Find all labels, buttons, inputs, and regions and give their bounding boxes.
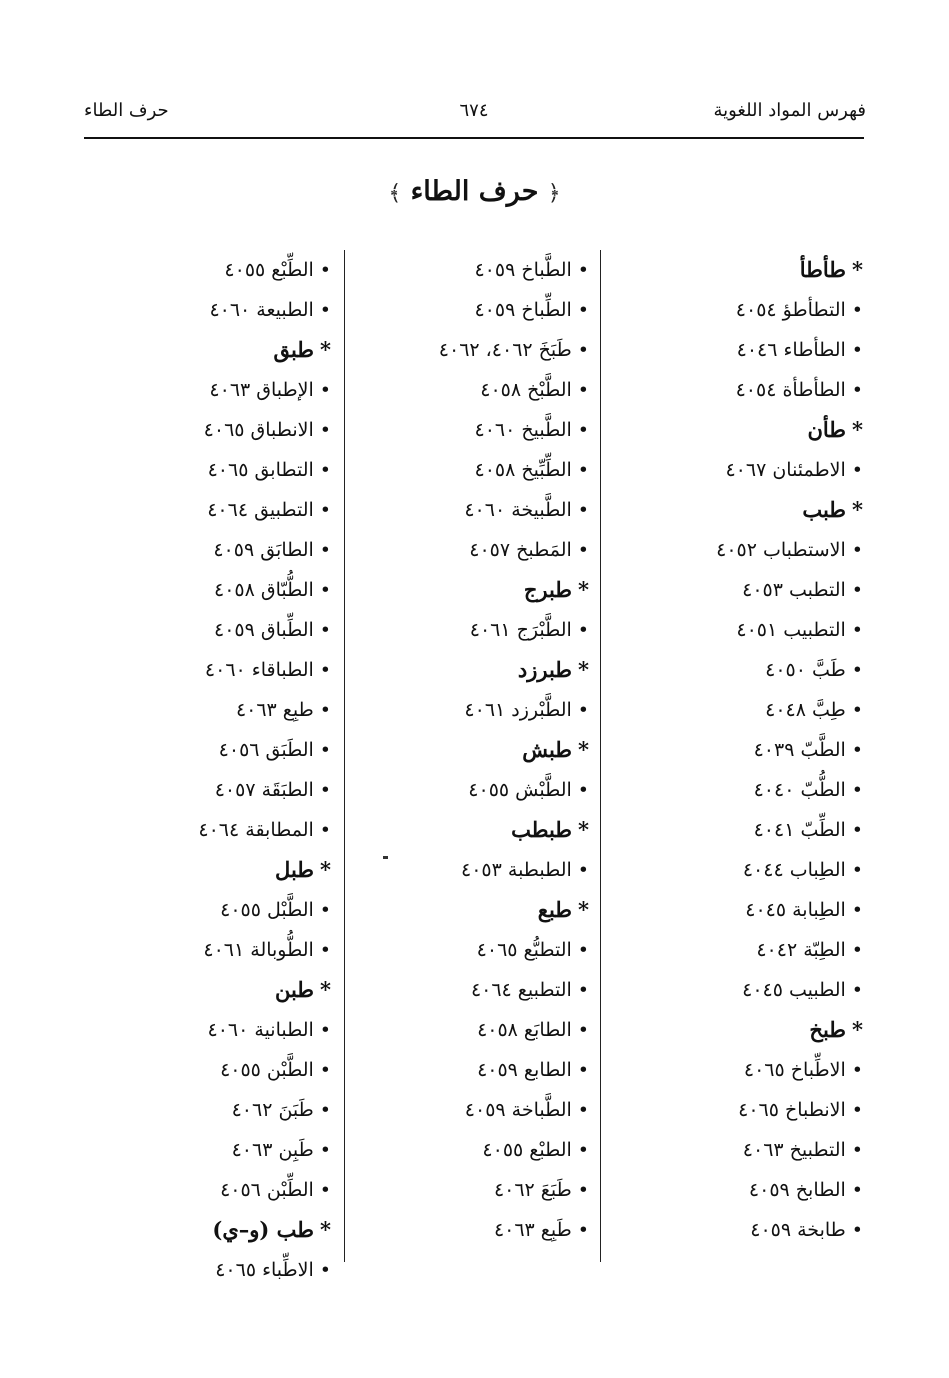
root-word: طبش — [522, 737, 573, 762]
bullet-marker: • — [319, 419, 331, 441]
entry-text: الطِّبِّيخ ٤٠٥٨ — [474, 459, 572, 481]
index-entry — [81, 690, 331, 730]
bullet-marker: • — [319, 739, 331, 761]
entry-text: الطِّبْن ٤٠٥٦ — [220, 1179, 314, 1201]
entry-text: الطَّبْخ ٤٠٥٨ — [480, 379, 572, 401]
entry-text: الطَّبْرَج ٤٠٦١ — [469, 619, 572, 641]
index-entry — [81, 570, 331, 610]
page-header — [84, 100, 866, 130]
index-entry — [81, 530, 331, 570]
entry-text: طِبَّ ٤٠٤٨ — [765, 699, 846, 721]
index-heading — [359, 890, 589, 930]
bullet-marker: • — [851, 739, 863, 761]
bullet-marker: • — [577, 1059, 589, 1081]
entry-text: الطَّبيخة ٤٠٦٠ — [464, 499, 572, 521]
index-entry — [359, 930, 589, 970]
root-word: طبن — [274, 977, 315, 1002]
header-rule — [84, 137, 864, 139]
bullet-marker: • — [319, 699, 331, 721]
bullet-marker: • — [851, 1219, 863, 1241]
index-entry — [359, 1010, 589, 1050]
bullet-marker: • — [851, 1179, 863, 1201]
entry-text: الطأطاء ٤٠٤٦ — [736, 339, 846, 361]
index-heading — [359, 570, 589, 610]
index-entry — [359, 330, 589, 370]
bullet-marker: • — [319, 259, 331, 281]
index-entry — [613, 1210, 863, 1250]
index-entry — [359, 250, 589, 290]
index-entry — [613, 570, 863, 610]
entry-text: المَطبخ ٤٠٥٧ — [469, 539, 572, 561]
index-entry — [359, 290, 589, 330]
index-entry — [613, 890, 863, 930]
index-entry — [359, 490, 589, 530]
bullet-marker: • — [577, 779, 589, 801]
entry-text: طَبَعَ ٤٠٦٢ — [493, 1179, 572, 1201]
entry-text: الطَّبْل ٤٠٥٥ — [220, 899, 314, 921]
entry-text: الطَّبيخ ٤٠٦٠ — [474, 419, 572, 441]
entry-text: طَبَّ ٤٠٥٠ — [765, 659, 846, 681]
root-word: طبق — [273, 337, 315, 362]
entry-text: الطِبابة ٤٠٤٥ — [745, 899, 846, 921]
index-entry — [81, 810, 331, 850]
entry-text: الطبطبة ٤٠٥٣ — [461, 859, 572, 881]
index-entry — [81, 930, 331, 970]
print-mark — [383, 856, 388, 859]
bullet-marker: • — [851, 819, 863, 841]
bullet-marker: • — [319, 1139, 331, 1161]
root-word: طبع — [537, 897, 573, 922]
index-entry — [613, 530, 863, 570]
ornament-left: ﴾ — [388, 181, 402, 206]
root-word: طبخ — [809, 1017, 847, 1042]
index-entry — [613, 1050, 863, 1090]
entry-text: الانطباق ٤٠٦٥ — [203, 419, 314, 441]
page-number: ٦٧٤ — [459, 100, 489, 121]
bullet-marker: • — [319, 299, 331, 321]
index-entry — [359, 970, 589, 1010]
bullet-marker: • — [319, 1099, 331, 1121]
index-entry — [613, 290, 863, 330]
entry-text: الاطِّباخ ٤٠٦٥ — [743, 1059, 846, 1081]
index-heading — [613, 250, 863, 290]
asterisk-marker: * — [320, 1217, 331, 1242]
index-entry — [359, 1210, 589, 1250]
index-heading — [613, 410, 863, 450]
entry-text: طَبِع ٤٠٦٣ — [493, 1219, 572, 1241]
bullet-marker: • — [319, 1179, 331, 1201]
entry-text: الطابع ٤٠٥٩ — [477, 1059, 572, 1081]
asterisk-marker: * — [578, 817, 589, 842]
index-entry — [613, 810, 863, 850]
entry-text: الطابَع ٤٠٥٨ — [477, 1019, 572, 1041]
index-column-left — [81, 250, 331, 1290]
index-entry — [613, 730, 863, 770]
bullet-marker: • — [319, 819, 331, 841]
index-heading — [81, 970, 331, 1010]
index-heading — [81, 850, 331, 890]
entry-text: الطِّبْع ٤٠٥٥ — [224, 259, 314, 281]
bullet-marker: • — [851, 539, 863, 561]
bullet-marker: • — [577, 1139, 589, 1161]
index-entry — [81, 650, 331, 690]
ornament-right: ﴿ — [547, 181, 561, 206]
entry-text: الطُّبّ ٤٠٤٠ — [753, 779, 846, 801]
index-heading — [613, 490, 863, 530]
section-title — [0, 176, 949, 207]
entry-text: التطابق ٤٠٦٥ — [207, 459, 314, 481]
root-word: طأطأ — [799, 257, 847, 282]
root-word: طبل — [275, 857, 315, 882]
bullet-marker: • — [577, 859, 589, 881]
entry-text: الطُّوبالة ٤٠٦١ — [203, 939, 314, 961]
entry-text: الطَّباخ ٤٠٥٩ — [474, 259, 572, 281]
index-entry — [81, 1010, 331, 1050]
index-entry — [359, 1050, 589, 1090]
entry-text: الاطِّباء ٤٠٦٥ — [215, 1259, 314, 1281]
entry-text: الطبْع ٤٠٥٥ — [482, 1139, 572, 1161]
bullet-marker: • — [851, 1059, 863, 1081]
index-entry — [613, 330, 863, 370]
bullet-marker: • — [851, 379, 863, 401]
entry-text: التطبيب ٤٠٥١ — [736, 619, 846, 641]
bullet-marker: • — [851, 979, 863, 1001]
entry-text: الطابَق ٤٠٥٩ — [213, 539, 314, 561]
root-word: طأن — [807, 417, 847, 442]
index-entry — [81, 250, 331, 290]
bullet-marker: • — [577, 939, 589, 961]
index-entry — [613, 1090, 863, 1130]
index-column-right — [613, 250, 863, 1250]
entry-text: الطبَقَة ٤٠٥٧ — [214, 779, 314, 801]
asterisk-marker: * — [852, 497, 863, 522]
index-entry — [81, 1090, 331, 1130]
bullet-marker: • — [319, 579, 331, 601]
entry-text: الطُّبّاق ٤٠٥٨ — [213, 579, 314, 601]
index-entry — [81, 1250, 331, 1290]
entry-text: الطبانية ٤٠٦٠ — [207, 1019, 314, 1041]
index-entry — [359, 410, 589, 450]
index-entry — [359, 530, 589, 570]
entry-text: الاطمئنان ٤٠٦٧ — [725, 459, 846, 481]
root-word: طبب — [802, 497, 847, 522]
bullet-marker: • — [319, 1059, 331, 1081]
index-entry — [613, 1130, 863, 1170]
bullet-marker: • — [577, 1019, 589, 1041]
bullet-marker: • — [851, 1099, 863, 1121]
index-entry — [81, 1130, 331, 1170]
bullet-marker: • — [319, 1259, 331, 1281]
asterisk-marker: * — [320, 337, 331, 362]
entry-text: الطِّباخ ٤٠٥٩ — [474, 299, 572, 321]
index-entry — [81, 410, 331, 450]
asterisk-marker: * — [320, 977, 331, 1002]
bullet-marker: • — [851, 339, 863, 361]
index-entry — [81, 370, 331, 410]
bullet-marker: • — [577, 259, 589, 281]
bullet-marker: • — [577, 379, 589, 401]
index-entry — [359, 1130, 589, 1170]
index-entry — [81, 450, 331, 490]
root-word: طبرج — [523, 577, 573, 602]
running-title: فهرس المواد اللغوية — [713, 100, 866, 121]
index-heading — [613, 1010, 863, 1050]
section-title-text: حرف الطاء — [410, 176, 539, 207]
bullet-marker: • — [577, 1219, 589, 1241]
bullet-marker: • — [577, 699, 589, 721]
bullet-marker: • — [577, 459, 589, 481]
root-word: طبطب — [511, 817, 573, 842]
bullet-marker: • — [577, 619, 589, 641]
entry-text: التطأطؤ ٤٠٥٤ — [735, 299, 846, 321]
index-entry — [613, 610, 863, 650]
entry-text: الإطباق ٤٠٦٣ — [209, 379, 314, 401]
entry-text: الطَبَق ٤٠٥٦ — [218, 739, 314, 761]
asterisk-marker: * — [852, 257, 863, 282]
bullet-marker: • — [577, 299, 589, 321]
index-entry — [81, 770, 331, 810]
entry-text: الطأطأة ٤٠٥٤ — [735, 379, 846, 401]
entry-text: طبِع ٤٠٦٣ — [235, 699, 314, 721]
bullet-marker: • — [319, 379, 331, 401]
index-entry — [359, 1170, 589, 1210]
entry-text: طَبَخَ ٤٠٦٢، ٤٠٦٢ — [438, 339, 572, 361]
entry-text: الطبيعة ٤٠٦٠ — [209, 299, 314, 321]
entry-text: طَبِن ٤٠٦٣ — [231, 1139, 314, 1161]
bullet-marker: • — [851, 619, 863, 641]
entry-text: التطبُّع ٤٠٦٥ — [476, 939, 572, 961]
index-entry — [359, 690, 589, 730]
bullet-marker: • — [851, 899, 863, 921]
bullet-marker: • — [577, 539, 589, 561]
entry-text: التطبب ٤٠٥٣ — [742, 579, 846, 601]
entry-text: التطبيخ ٤٠٦٣ — [742, 1139, 846, 1161]
bullet-marker: • — [851, 779, 863, 801]
asterisk-marker: * — [852, 1017, 863, 1042]
entry-text: الطَّبّ ٤٠٣٩ — [753, 739, 846, 761]
index-heading — [81, 1210, 331, 1250]
bullet-marker: • — [851, 299, 863, 321]
bullet-marker: • — [319, 939, 331, 961]
index-entry — [81, 890, 331, 930]
bullet-marker: • — [577, 499, 589, 521]
index-heading — [359, 730, 589, 770]
entry-text: التطبيق ٤٠٦٤ — [207, 499, 314, 521]
index-entry — [613, 450, 863, 490]
bullet-marker: • — [851, 1139, 863, 1161]
index-entry — [81, 290, 331, 330]
bullet-marker: • — [319, 1019, 331, 1041]
index-entry — [81, 1170, 331, 1210]
index-entry — [359, 770, 589, 810]
index-entry — [81, 490, 331, 530]
entry-text: الطبيب ٤٠٤٥ — [742, 979, 846, 1001]
index-heading — [359, 810, 589, 850]
index-entry — [81, 610, 331, 650]
index-entry — [613, 370, 863, 410]
entry-text: الطِباب ٤٠٤٤ — [742, 859, 846, 881]
entry-text: طَبَنَ ٤٠٦٢ — [231, 1099, 314, 1121]
entry-text: الطِبّة ٤٠٤٢ — [756, 939, 846, 961]
bullet-marker: • — [319, 779, 331, 801]
bullet-marker: • — [577, 979, 589, 1001]
entry-text: الطباقاء ٤٠٦٠ — [204, 659, 314, 681]
index-entry — [81, 730, 331, 770]
entry-text: الطَّبْش ٤٠٥٥ — [468, 779, 572, 801]
bullet-marker: • — [851, 939, 863, 961]
index-entry — [613, 690, 863, 730]
asterisk-marker: * — [578, 897, 589, 922]
bullet-marker: • — [577, 1179, 589, 1201]
bullet-marker: • — [851, 459, 863, 481]
bullet-marker: • — [319, 659, 331, 681]
bullet-marker: • — [577, 1099, 589, 1121]
asterisk-marker: * — [852, 417, 863, 442]
index-heading — [359, 650, 589, 690]
bullet-marker: • — [851, 859, 863, 881]
bullet-marker: • — [851, 659, 863, 681]
index-entry — [613, 930, 863, 970]
root-word: طبرزد — [517, 657, 573, 682]
index-entry — [613, 970, 863, 1010]
root-word: طب (و–ي) — [212, 1217, 315, 1242]
entry-text: الطِّبّ ٤٠٤١ — [753, 819, 846, 841]
entry-text: الطِّباق ٤٠٥٩ — [213, 619, 314, 641]
bullet-marker: • — [851, 699, 863, 721]
entry-text: الطَّباخة ٤٠٥٩ — [464, 1099, 572, 1121]
index-entry — [613, 650, 863, 690]
bullet-marker: • — [577, 419, 589, 441]
index-entry — [359, 1090, 589, 1130]
index-entry — [359, 850, 589, 890]
bullet-marker: • — [319, 539, 331, 561]
index-heading — [81, 330, 331, 370]
bullet-marker: • — [319, 899, 331, 921]
index-entry — [613, 850, 863, 890]
column-divider — [600, 250, 601, 1262]
entry-text: الطَّبْن ٤٠٥٥ — [220, 1059, 314, 1081]
entry-text: التطبيع ٤٠٦٤ — [470, 979, 572, 1001]
index-column-middle — [359, 250, 589, 1250]
bullet-marker: • — [577, 339, 589, 361]
entry-text: الطَّبْرزد ٤٠٦١ — [464, 699, 572, 721]
bullet-marker: • — [319, 459, 331, 481]
index-entry — [613, 770, 863, 810]
asterisk-marker: * — [578, 657, 589, 682]
entry-text: المطابقة ٤٠٦٤ — [198, 819, 314, 841]
column-divider — [344, 250, 345, 1262]
entry-text: الطابخ ٤٠٥٩ — [748, 1179, 846, 1201]
entry-text: طابخة ٤٠٥٩ — [750, 1219, 846, 1241]
chapter-title: حرف الطاء — [84, 100, 169, 121]
bullet-marker: • — [851, 579, 863, 601]
bullet-marker: • — [319, 499, 331, 521]
entry-text: الاستطباب ٤٠٥٢ — [716, 539, 846, 561]
index-entry — [613, 1170, 863, 1210]
index-entry — [359, 610, 589, 650]
asterisk-marker: * — [578, 737, 589, 762]
asterisk-marker: * — [578, 577, 589, 602]
index-entry — [81, 1050, 331, 1090]
index-entry — [359, 450, 589, 490]
asterisk-marker: * — [320, 857, 331, 882]
bullet-marker: • — [319, 619, 331, 641]
index-entry — [359, 370, 589, 410]
entry-text: الانطباخ ٤٠٦٥ — [738, 1099, 846, 1121]
